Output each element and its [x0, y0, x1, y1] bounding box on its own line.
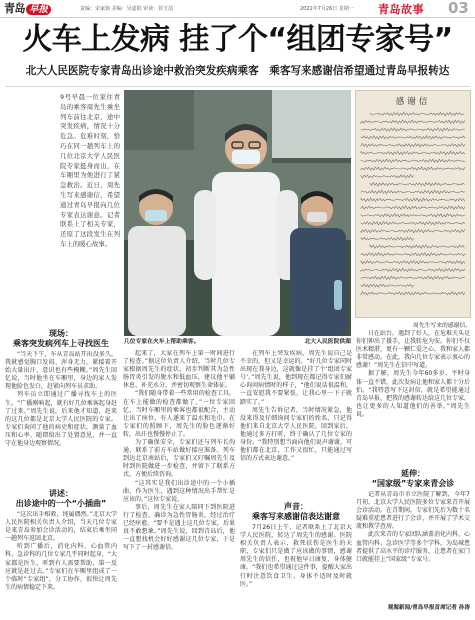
section-name: 青岛故事 — [378, 3, 424, 16]
paragraph: “这次出手相救，纯属偶然。”北京大学人民医院相关负责人介绍，当天几位专家是来青岛参加会诊活动的，结束后乘坐同一趟列车返回北京。 — [5, 511, 117, 543]
scene-section-title: 乘客突发病列车上寻找医生 — [13, 339, 109, 348]
subheadline: 北大人民医院专家青岛出诊途中救治突发疾病乘客 乘客写来感谢信希望通过青岛早报转达 — [25, 65, 450, 77]
letter-illustration — [355, 90, 471, 318]
issue-date: 2021年7月26日 星期一 — [300, 6, 354, 12]
newspaper-logo — [4, 1, 51, 16]
paragraph: “当天下午，车从青岛站开出没多久，我就感觉胸口发闷、浑身无力，紧接着开始大量出汗，意识也有些模糊。”周先生回忆说，当时他坐在车厢里，身边的家人发现他脸色发白，赶紧向列车员求助。 — [5, 351, 117, 391]
extend-section-title: “国家级”专家来青会诊 — [371, 479, 455, 488]
handwritten-letter-image — [355, 90, 471, 318]
letter-title: 感谢信 — [395, 97, 431, 107]
photo-credit: 北大人民医院供图 — [304, 339, 351, 345]
train-carriage-photo — [124, 90, 351, 336]
paragraph: 记者从青岛市市立医院了解到，今年7月初，北京大学人民医院多位专家来青开展会诊活动。在青期间，专家们先后为数十名疑难重症患者进行了会诊，并开展了学术交流和教学查房。 — [356, 491, 470, 531]
paragraph: 日在站台，遇到了好人，在危难关头是你们伸出了援手，让我转危为安。你们不仅医术精湛，更有一颗仁爱之心，我和家人都非常感动。在此，我向几位专家表示衷心的感谢！”周先生在信中写道。 — [356, 330, 470, 370]
story-section-title: 出诊途中的一个“小插曲” — [15, 499, 107, 508]
water-bottle — [334, 280, 342, 310]
letter-paper — [355, 90, 471, 318]
paragraph: “这其实是我们出诊途中的一个小插曲，作为医生，遇到这种情况出手帮忙是应该的。”这位专家说。 — [123, 479, 235, 503]
scene-section-body — [5, 351, 117, 485]
paragraph: 列车员立即通过广播寻找车上的医生。“广播刚响起，就有好几位乘客起身赶了过来。”周先生说，后来他才知道，赶来的这几位都是北京大学人民医院的专家。专家们询问了他的病史和症状，测量了血压和心率，随即给出了处置意见，并一直守在他身边观察情况。 — [5, 391, 117, 448]
photo-caption-text: 几位专家在火车上帮助乘客。 — [124, 339, 200, 345]
logo-accent-text: 早报 — [26, 4, 51, 15]
window — [272, 90, 351, 162]
editors-line: 责编：宋家驹 美编：吴嘉阳 审读：侯玉喆 — [80, 6, 174, 12]
photo-illustration — [124, 90, 351, 336]
byline: 观海新闻/青岛早报首席记者 孙涛 — [387, 605, 470, 611]
paragraph: 为了确保安全，专家们还与列车长沟通，联系了前方车站做好接应准备。列车到达北京南站后，专家们又叮嘱周先生及时到医院做进一步检查，并留下了联系方式，方便后续咨询。 — [123, 439, 235, 479]
voice-section-title: 乘客写来感谢信表达谢意 — [252, 512, 340, 521]
logo-main-text: 青岛 — [4, 2, 25, 15]
voice-section-label: 声音： — [284, 502, 308, 511]
luggage-rack — [272, 158, 351, 163]
header-divider — [0, 17, 475, 18]
extend-section-body — [356, 491, 470, 602]
story-section-label: 讲述： — [49, 489, 73, 498]
voice-section-body — [240, 524, 352, 615]
story-section-body — [5, 511, 117, 615]
intro-paragraph: 9号早晨一位家住青岛的乘客周先生乘坐列车前往北京，途中突发疾病，情况十分危急。危难时刻，恰巧在同一趟列车上的几位北京大学人民医院专家挺身而出，在车厢里为他进行了紧急救治。近日，周先生写来感谢信，希望通过青岛早报向几位专家表达谢意。记者联系上了相关专家，还原了这段发生在列车上的暖心故事。 — [60, 93, 120, 248]
paragraph: 据了解，周先生今年60多岁，平时身体一直不错，此次发病让他和家人都十分后怕。“我特意写下这封信，就是希望能通过青岛早报，把我的感谢转达给这几位专家，也让更多的人知道他们的善举。”周先生说。 — [356, 370, 470, 418]
paragraph: 7月26日上午，记者联系上了北京大学人民医院，转达了周先生的感谢。医院相关负责人表示，救死扶伤是医生的天职，专家们只是做了应该做的事情，感谢周先生的信任，也祝他早日康复，身体健康。“我们也希望通过这件事，提醒大家出行时注意饮食卫生，身体不适时及时就医。” — [240, 524, 352, 588]
letter-caption: 周先生写来的感谢信。 — [413, 323, 471, 329]
left-person-mask — [145, 210, 167, 221]
left-person-body — [128, 226, 186, 336]
column-3-body — [240, 350, 352, 500]
center-person-mask — [232, 150, 260, 164]
center-person-left-arm — [194, 190, 216, 280]
paragraph: 听到广播后，消化内科、心血管内科、急诊科的几位专家几乎同时起身，“大家都是医生，听到有人需要帮助，第一反应就是赶过去。”专家们在车厢里组成了一个临时“专家组”，分工协作，很快让周先生的病情稳定下来。 — [5, 543, 117, 591]
paragraph: 起来了，大家在列车上第一时间进行了检查。”据这位负责人介绍，当时几位专家根据周先生的症状，初步判断其为急性肠胃炎引发的脱水和低血压，建议他平躺休息、补充水分，并密切观察生命体征。 — [123, 350, 235, 390]
column-2-body — [123, 350, 235, 615]
photo-caption — [124, 338, 351, 347]
paragraph: 事后，周先生在家人陪同下到医院进行了检查，确诊为急性胃肠炎，经过治疗已经痊愈。“要不是遇上这几位专家，后果真不敢想象。”周先生说，回到青岛后，他一直想找机会好好感谢这几位专家，于是写下了一封感谢信。 — [123, 503, 235, 552]
overhead-panel — [124, 90, 194, 150]
scene-section-label: 现场： — [49, 329, 73, 338]
paragraph: 此次来青的专家团队涵盖消化内科、心血管内科、急诊医学等多个学科，为岛城患者提供了高水平的诊疗服务，让患者在家门口就能挂上“国家级”专家号。 — [356, 531, 470, 563]
subheadline-divider — [5, 86, 470, 87]
paragraph: “我们随身带着一些常用的检查工具，在车上能做的检查都做了。”一位专家回忆，当时车厢里的乘客也都很配合，主动让出了座位，有人递来了温水和毛巾。在专家们的照顾下，周先生的脸色逐渐好转，出汗也慢慢停止了。 — [123, 390, 235, 438]
column-4-body — [356, 330, 470, 467]
paragraph: 在列车上突发疾病，周先生说自己是不幸的，但又是幸运的。“好几位专家同时出现在我身边，这就像是挂了个‘组团专家号’。”周先生说，他到现在都记得专家们耐心询问病情时的样子，“他们说话很温和，一直安慰我不要紧张，让我心里一下子就踏实了。” — [240, 350, 352, 406]
paragraph: 周先生告诉记者，当时情况紧急，他没来得及仔细询问专家们的姓名，只记得他们来自北京大学人民医院。回到家后，他通过多方打听，终于确认了几位专家的身份。“我特别想当面向他们说声谢谢，可他们都在北京，工作又很忙，只能通过写信的方式表达谢意。” — [240, 406, 352, 463]
page-number: 03 — [448, 0, 469, 17]
extend-section-label: 延伸： — [401, 469, 425, 478]
headline: 火车上发病 挂了个“组团专家号” — [22, 22, 453, 57]
right-person-mask — [307, 212, 327, 222]
center-person-body — [212, 172, 280, 336]
